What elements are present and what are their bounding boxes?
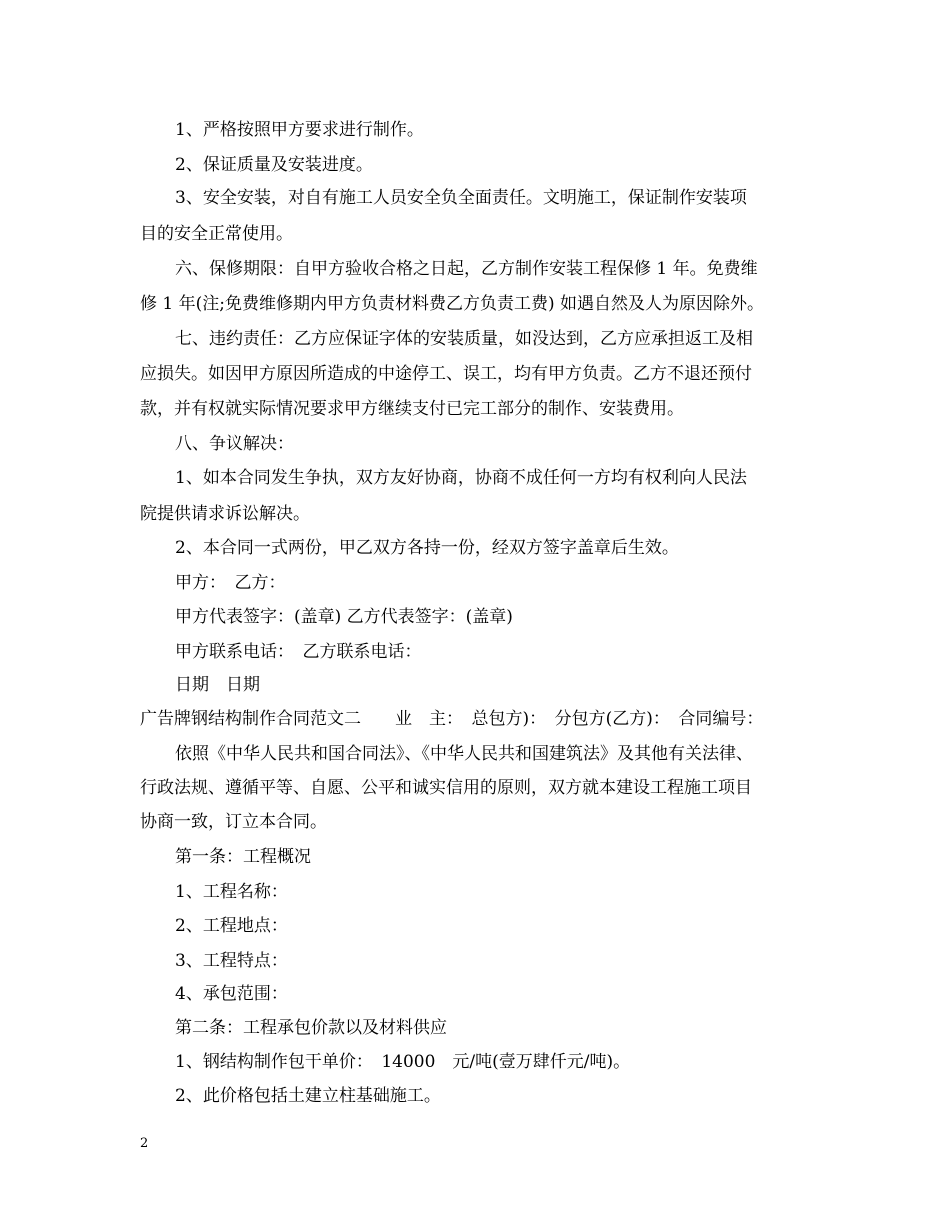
paragraph-line: 2、保证质量及安装进度。 — [175, 155, 373, 175]
paragraph-line: 协商一致，订立本合同。 — [140, 812, 327, 832]
signature-line: 甲方代表签字：(盖章) 乙方代表签字：(盖章) — [175, 607, 513, 627]
section-heading: 第二条：工程承包价款以及材料供应 — [175, 1018, 447, 1038]
paragraph-line: 3、工程特点： — [175, 951, 288, 971]
paragraph-line: 2、本合同一式两份，甲乙双方各持一份，经双方签字盖章后生效。 — [175, 538, 679, 558]
paragraph-line: 2、工程地点： — [175, 916, 288, 936]
paragraph-line: 七、违约责任：乙方应保证字体的安装质量，如没达到，乙方应承担返工及相 — [175, 329, 753, 349]
paragraph-line: 行政法规、遵循平等、自愿、公平和诚实信用的原则，双方就本建设工程施工项目 — [140, 778, 752, 798]
page-number: 2 — [140, 1136, 149, 1151]
paragraph-line: 修 1 年(注;免费维修期内甲方负责材料费乙方负责工费) 如遇自然及人为原因除外。 — [140, 294, 765, 314]
signature-line: 甲方联系电话： 乙方联系电话： — [175, 642, 422, 662]
date-line: 日期 日期 — [175, 675, 260, 695]
paragraph-line: 六、保修期限：自甲方验收合格之日起，乙方制作安装工程保修 1 年。免费维 — [175, 259, 758, 279]
paragraph-line: 院提供请求诉讼解决。 — [140, 504, 310, 524]
paragraph-line: 目的安全正常使用。 — [140, 224, 293, 244]
section-heading: 八、争议解决： — [175, 434, 294, 454]
paragraph-line: 应损失。如因甲方原因所造成的中途停工、误工，均有甲方负责。乙方不退还预付 — [140, 364, 752, 384]
section-heading: 第一条：工程概况 — [175, 847, 311, 867]
document-title-line: 广告牌钢结构制作合同范文二 业 主： 总包方)： 分包方(乙方)： 合同编号： — [140, 709, 764, 729]
paragraph-line: 1、工程名称： — [175, 882, 288, 902]
paragraph-line: 3、安全安装，对自有施工人员安全负全面责任。文明施工，保证制作安装项 — [175, 188, 747, 208]
paragraph-line: 依照《中华人民共和国合同法》、《中华人民共和国建筑法》及其他有关法律、 — [175, 744, 753, 764]
signature-line: 甲方： 乙方： — [175, 573, 286, 593]
paragraph-line: 1、钢结构制作包干单价： 14000 元/吨(壹万肆仟元/吨)。 — [175, 1052, 631, 1072]
paragraph-line: 1、如本合同发生争执，双方友好协商，协商不成任何一方均有权利向人民法 — [175, 468, 747, 488]
paragraph-line: 4、承包范围： — [175, 984, 288, 1004]
paragraph-line: 1、严格按照甲方要求进行制作。 — [175, 120, 424, 140]
paragraph-line: 2、此价格包括土建立柱基础施工。 — [175, 1086, 441, 1106]
paragraph-line: 款，并有权就实际情况要求甲方继续支付已完工部分的制作、安装费用。 — [140, 399, 684, 419]
